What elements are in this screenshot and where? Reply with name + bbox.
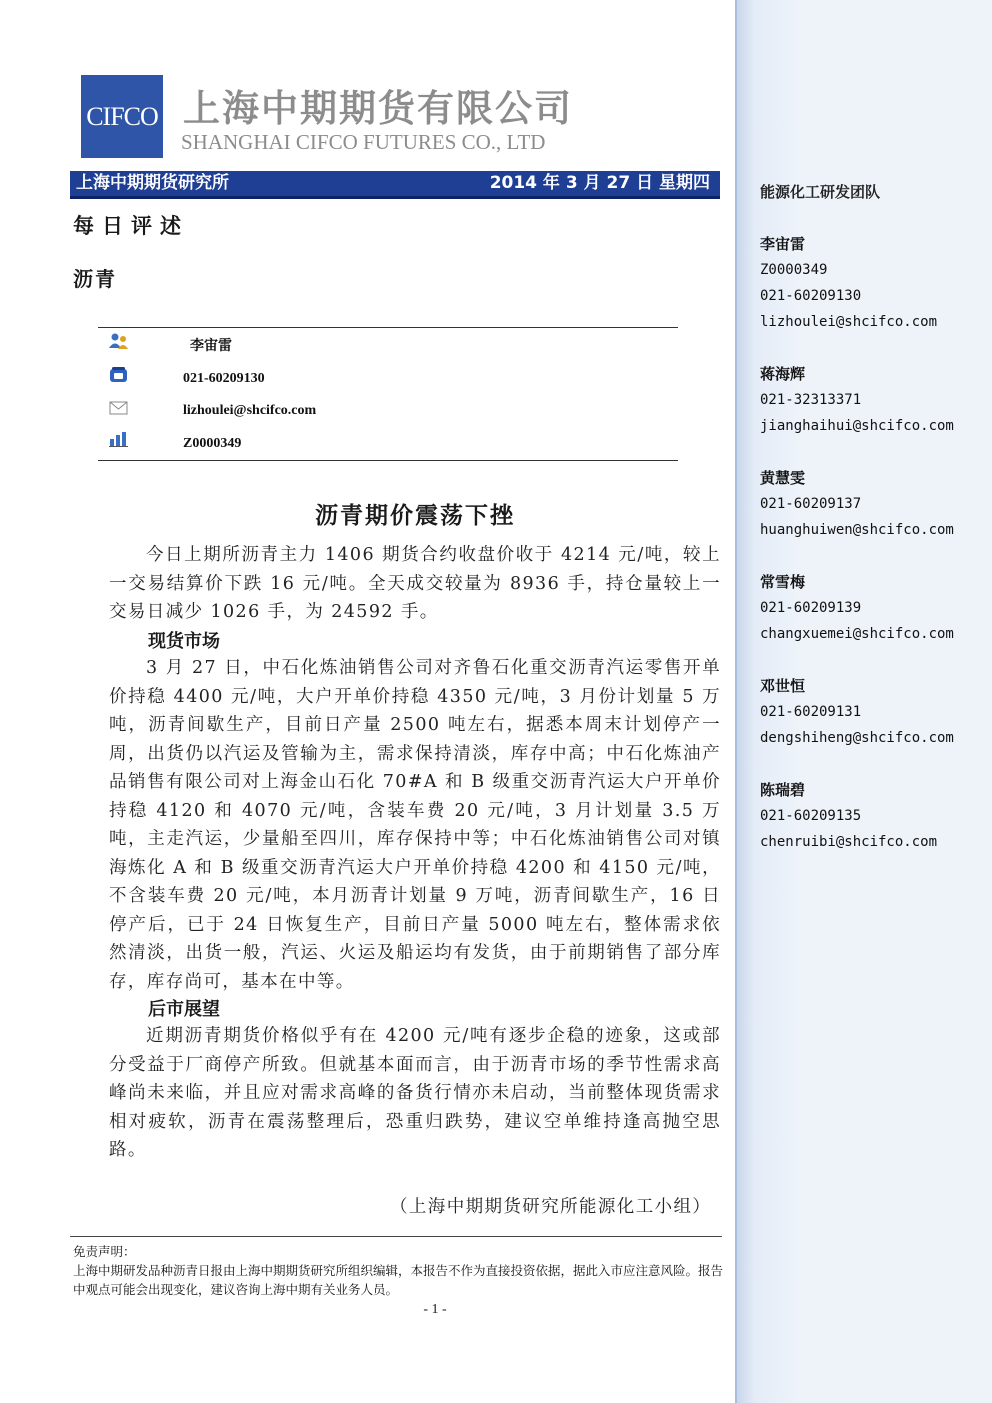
- person-name: 常雪梅: [760, 573, 806, 591]
- article-signature: （上海中期期货研究所能源化工小组）: [390, 1197, 712, 1217]
- person-icon: [108, 332, 130, 350]
- person-name: 蒋海辉: [760, 365, 806, 383]
- disclaimer-body: 上海中期研发品种沥青日报由上海中期期货研究所组织编辑，本报告不作为直接投资依据，据此入市应注意风险。报告中观点可能会出现变化，建议咨询上海中期有关业务人员。: [73, 1263, 724, 1297]
- person-name: 陈瑞碧: [760, 781, 806, 799]
- person-email[interactable]: lizhoulei@shcifco.com: [760, 314, 938, 330]
- person-email[interactable]: changxuemei@shcifco.com: [760, 626, 954, 642]
- paragraph-outlook: 近期沥青期货价格似乎有在 4200 元/吨有逐步企稳的迹象，这或部分受益于厂商停产所致。但就基本面而言，由于沥青市场的季节性需求高峰尚未来临，并且应对需求高峰的备货行情亦未启动，当前整体现货需求相对疲软，沥青在震荡整理后，恐重归跌势，建议空单维持逢高抛空思路。: [109, 1026, 721, 1160]
- person-email[interactable]: dengshiheng@shcifco.com: [760, 730, 954, 746]
- company-name-en: SHANGHAI CIFCO FUTURES CO., LTD: [181, 130, 546, 154]
- divider: [98, 460, 678, 461]
- license-icon: [108, 430, 130, 448]
- divider: [98, 327, 678, 328]
- sidebar-person: [760, 361, 954, 439]
- subheading-outlook: 后市展望: [148, 999, 220, 1020]
- sidebar-person: [760, 777, 937, 855]
- sidebar-person: [760, 569, 954, 647]
- report-date: 2014 年 3 月 27 日 星期四: [489, 173, 710, 193]
- person-phone: 021-32313371: [760, 392, 862, 408]
- person-phone: 021-60209130: [760, 288, 862, 304]
- article-title: 沥青期价震荡下挫: [315, 503, 515, 529]
- person-name: 邓世恒: [760, 677, 806, 695]
- mail-icon: [108, 399, 130, 417]
- sidebar-person: [760, 673, 954, 751]
- person-phone: 021-60209131: [760, 704, 862, 720]
- contact-email[interactable]: lizhoulei@shcifco.com: [183, 403, 317, 418]
- contact-license: Z0000349: [183, 436, 242, 451]
- section-title: 每日评述: [73, 214, 189, 238]
- subheading-spot-market: 现货市场: [148, 631, 220, 652]
- contact-phone: 021-60209130: [183, 371, 265, 386]
- team-title: 能源化工研发团队: [760, 183, 881, 201]
- header-banner: [70, 171, 720, 199]
- person-phone: 021-60209139: [760, 600, 862, 616]
- sidebar-contacts: [735, 0, 992, 1403]
- person-name: 李宙雷: [760, 235, 806, 253]
- person-phone: 021-60209137: [760, 496, 862, 512]
- disclaimer-title: 免责声明：: [73, 1244, 136, 1259]
- person-phone: 021-60209135: [760, 808, 862, 824]
- person-license: Z0000349: [760, 262, 828, 278]
- person-email[interactable]: huanghuiwen@shcifco.com: [760, 522, 954, 538]
- paragraph-spot-market: 3 月 27 日，中石化炼油销售公司对齐鲁石化重交沥青汽运零售开单价持稳 4400 元/吨，大户开单价持稳 4350 元/吨，3 月份计划量 5 万吨，沥青间歇生产，目前日产量 2500 吨左右，据悉本周末计划停产一周，出货仍以汽运及管输为主，需求保持清淡，库存中高；中石化炼油产品销售有限公司对上海金山石化 70#A 和 B 级重交沥青汽运大户开单价持稳 4120 和 4070 元/吨，含装车费 20 元/吨，3 月计划量 3.5 万吨，主走汽运，少量船至四川，库存保持中等；中石化炼油销售公司对镇海炼化 A 和 B 级重交沥青汽运大户开单价持稳 4200 和 4150 元/吨，不含装车费 20 元/吨，本月沥青计划量 9 万吨，沥青间歇生产，16 日停产后，已于 24 日恢复生产，目前日产量 5000 吨左右，整体需求依然清淡，出货一般，汽运、火运及船运均有发货，由于前期销售了部分库存，库存尚可，基本在中等。: [109, 658, 721, 992]
- page-number: - 1 -: [423, 1302, 447, 1317]
- footer-divider: [70, 1236, 722, 1237]
- company-logo: CIFCO: [81, 75, 163, 158]
- phone-icon: [108, 366, 130, 384]
- sidebar-person: [760, 231, 937, 335]
- institute-name: 上海中期期货研究所: [76, 173, 229, 193]
- paragraph-summary: 今日上期所沥青主力 1406 期货合约收盘价收于 4214 元/吨，较上一交易结算价下跌 16 元/吨。全天成交较量为 8936 手，持仓量较上一交易日减少 1026 手，为 24592 手。: [109, 545, 721, 622]
- category-title: 沥青: [73, 267, 117, 291]
- person-name: 黄慧雯: [760, 469, 806, 487]
- person-email[interactable]: chenruibi@shcifco.com: [760, 834, 938, 850]
- company-name-cn: 上海中期期货有限公司: [183, 87, 573, 130]
- contact-name: 李宙雷: [190, 339, 232, 354]
- person-email[interactable]: jianghaihui@shcifco.com: [760, 418, 954, 434]
